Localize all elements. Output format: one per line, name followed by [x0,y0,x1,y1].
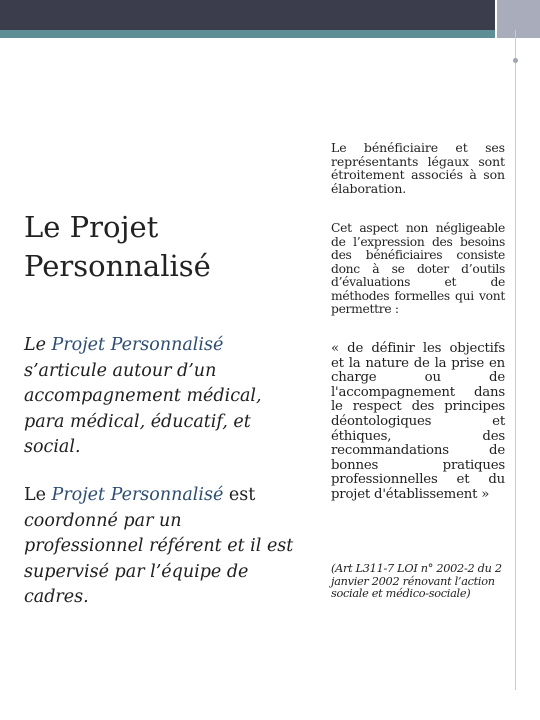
left-paragraph-2-rest: coordonné par un professionnel référent et il est supervisé par l’équipe de cadres. [24,510,294,607]
left-paragraph-2-mid: est [223,485,256,505]
right-paragraph-2: Cet aspect non négligeable de l’expression des besoins des bénéficiaires consiste donc à se doter d’outils d’évaluations et de méthodes formelles qui vont permettre : [331,221,505,316]
slide-title-line-2: Personnalisé [24,249,211,283]
left-paragraph-2 [24,483,306,611]
left-paragraph-2-prefix: Le [24,485,52,505]
slide-title [24,208,304,286]
divider-dot [513,58,518,63]
top-banner-teal-stripe [0,30,540,38]
right-legal-reference: (Art L311-7 LOI n° 2002-2 du 2 janvier 2002 rénovant l’action sociale et médico-sociale) [331,562,502,600]
left-paragraph-1-rest: s’articule autour d’un accompagnement médical, para médical, éducatif, et social. [24,360,262,457]
left-paragraph-2-highlight: Projet Personnalisé [51,485,224,505]
top-banner-dark-stripe [0,0,540,30]
left-paragraph-1-highlight: Projet Personnalisé [51,335,224,355]
left-paragraph-1 [24,333,306,461]
vertical-divider [515,30,516,690]
slide-title-line-1: Le Projet [24,210,159,244]
top-banner-light-block [497,0,540,38]
left-paragraph-1-prefix: Le [24,335,52,355]
right-paragraph-1: Le bénéficiaire et ses représentants légaux sont étroitement associés à son élaboration. [331,140,505,196]
top-banner [0,0,540,38]
right-quote: « de définir les objectifs et la nature de la prise en charge ou de l'accompagnement dans le respect des principes déontologiques et éthiques, des recommandations de bonnes pratiques professionnelles et du projet d'établissement » [331,341,505,502]
